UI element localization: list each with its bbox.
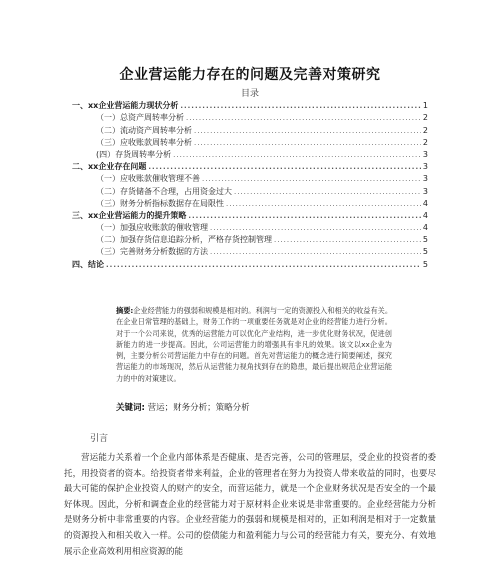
- toc-leader-dots: [194, 126, 421, 137]
- toc-entry-page: 2: [422, 113, 428, 123]
- toc-leader-dots: [180, 101, 421, 112]
- toc-leader-dots: [106, 260, 421, 271]
- toc-leader-dots: [210, 247, 421, 258]
- toc-entry-page: 3: [422, 186, 428, 196]
- toc-entry-page: 5: [422, 259, 428, 269]
- keywords: [116, 401, 392, 413]
- toc-entry-label: （三）财务分析指标数据存在局限性: [96, 198, 224, 208]
- toc-entry-page: 1: [422, 101, 428, 111]
- abstract-label: 摘要:: [116, 306, 134, 315]
- toc-entry[interactable]: [72, 161, 428, 173]
- toc-entry-label: 一、xx企业营运能力现状分析: [72, 101, 179, 111]
- toc-entry-label: （三）完善财务分析数据的方法: [96, 247, 208, 257]
- toc-leader-dots: [202, 174, 421, 185]
- toc-entry-label: （二）存货储备不合理，占用资金过大: [96, 186, 232, 196]
- toc-leader-dots: [148, 162, 421, 173]
- toc-entry[interactable]: [72, 149, 428, 161]
- toc-entry[interactable]: [72, 198, 428, 210]
- intro-paragraph: 营运能力关系着一个企业内部体系是否健康、是否完善，公司的管理层，受企业的投资者的委托，用投资者的资本。给投资者带来利益，企业的管理者在努力为投资人带来收益的同时，也要尽最大可能的保护企业投资人的财产的安全，而营运能力，就是一个企业财务状况是否安全的一个最好体现。因此，分析和调查企业的经营能力对于原材料企业来说是非常重要的。企业经营能力分析是财务分析中非常重要的内容。企业经营能力的强弱和规模是相对的，正如利润是相对于一定数量的资源投入和相关收入一样。公司的偿债能力和盈利能力与公司的经营能力有关，要充分、有效地展示企业高效利用相应资源的能: [64, 453, 436, 557]
- toc-heading: 目录: [240, 89, 259, 99]
- toc-entry-label: （三）应收账款周转率分析: [96, 137, 192, 147]
- toc-entry-page: 2: [422, 137, 428, 147]
- toc-leader-dots: [173, 150, 421, 161]
- toc-leader-dots: [186, 113, 421, 124]
- toc-entry[interactable]: [72, 173, 428, 185]
- toc-entry-page: 3: [422, 149, 428, 159]
- toc-leader-dots: [210, 223, 421, 234]
- toc-entry-label: (四）存货周转率分析: [96, 149, 172, 159]
- toc-entry[interactable]: [72, 246, 428, 258]
- toc-entry-label: 二、xx企业存在问题: [72, 162, 147, 172]
- toc-entry[interactable]: [72, 210, 428, 222]
- keywords-text: 营运；财务分析；策略分析: [147, 403, 250, 413]
- toc-entry-page: 5: [422, 235, 428, 245]
- toc-entry[interactable]: [72, 100, 428, 112]
- abstract: [116, 305, 392, 384]
- toc-entry-label: （一）总资产周转率分析: [96, 113, 184, 123]
- toc-entry[interactable]: [72, 112, 428, 124]
- toc-entry-page: 5: [422, 247, 428, 257]
- toc-leader-dots: [188, 211, 421, 222]
- intro-heading: 引言: [90, 434, 109, 444]
- toc-leader-dots: [234, 187, 421, 198]
- toc-entry[interactable]: [72, 222, 428, 234]
- toc-entry-page: 3: [422, 162, 428, 172]
- toc-entry-page: 2: [422, 125, 428, 135]
- toc-entry-label: （一）应收账款催收管理不善: [96, 174, 200, 184]
- toc-entry-label: （二）流动资产周转率分析: [96, 125, 192, 135]
- abstract-text: 企业经营能力的强弱和规模是相对的。利润与一定的资源投入和相关的收益有关。在企业日常管理的基础上，财务工作的一项重要任务就是对企业的经营能力进行分析。对于一个公司来说，优秀的运营能力可以优化产业结构，进一步优化财务状况，促进创新能力的进一步提高。因此，公司运营能力的增强具有非凡的效果。该文以xx企业为例，主要分析公司营运能力中存在的问题。首先对营运能力的概念进行简要阐述，探究营运能力的市场现况，然后从运营能力视角找到存在的隐患，最后提出规范企业营运能力的中的对策建议。: [116, 306, 393, 383]
- table-of-contents: [72, 100, 428, 271]
- keywords-label: 关键词:: [116, 403, 145, 413]
- toc-entry-label: 四、结论: [72, 259, 104, 269]
- toc-entry-page: 4: [422, 198, 428, 208]
- toc-entry[interactable]: [72, 258, 428, 270]
- toc-leader-dots: [274, 235, 421, 246]
- toc-entry-page: 4: [422, 210, 428, 220]
- toc-entry[interactable]: [72, 234, 428, 246]
- toc-entry[interactable]: [72, 137, 428, 149]
- toc-leader-dots: [226, 199, 421, 210]
- toc-entry-page: 4: [422, 223, 428, 233]
- toc-entry-label: （一）加强应收账款的催收管理: [96, 223, 208, 233]
- toc-leader-dots: [194, 138, 421, 149]
- toc-entry-label: 三、xx企业营运能力的提升策略: [72, 210, 187, 220]
- toc-entry-page: 3: [422, 174, 428, 184]
- document-title: 企业营运能力存在的问题及完善对策研究: [119, 67, 381, 83]
- toc-entry-label: （二）加强存货信息追踪分析，严格存货控制管理: [96, 235, 272, 245]
- toc-entry[interactable]: [72, 124, 428, 136]
- toc-entry[interactable]: [72, 185, 428, 197]
